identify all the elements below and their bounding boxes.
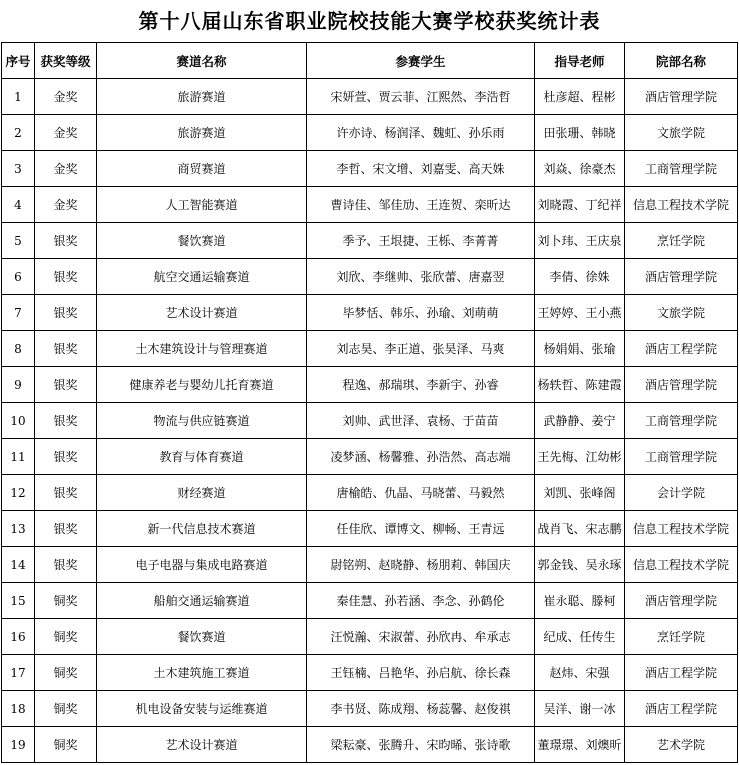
header-row [2,43,738,79]
cell-track-name: 旅游赛道 [97,115,307,151]
cell-track-name: 餐饮赛道 [97,619,307,655]
cell-department: 烹饪学院 [625,619,738,655]
cell-teachers: 杨轶哲、陈建霞 [535,367,625,403]
cell-award-level: 银奖 [35,511,97,547]
cell-students: 刘志昊、李正道、张昊泽、马爽 [307,331,535,367]
cell-department: 酒店工程学院 [625,655,738,691]
cell-department: 信息工程技术学院 [625,547,738,583]
cell-teachers: 杜彦超、程彬 [535,79,625,115]
cell-award-level: 银奖 [35,403,97,439]
cell-track-name: 船舶交通运输赛道 [97,583,307,619]
cell-no: 16 [2,619,35,655]
cell-no: 13 [2,511,35,547]
cell-award-level: 金奖 [35,187,97,223]
cell-award-level: 银奖 [35,259,97,295]
cell-students: 程逸、郝瑞琪、李新宇、孙睿 [307,367,535,403]
cell-award-level: 银奖 [35,223,97,259]
table-row [2,583,738,619]
cell-track-name: 人工智能赛道 [97,187,307,223]
cell-teachers: 崔永聪、滕柯 [535,583,625,619]
cell-students: 许亦诗、杨润泽、魏虹、孙乐雨 [307,115,535,151]
table-row [2,259,738,295]
header-teachers: 指导老师 [535,43,625,79]
cell-department: 酒店管理学院 [625,259,738,295]
cell-track-name: 财经赛道 [97,475,307,511]
table-row [2,79,738,115]
cell-no: 4 [2,187,35,223]
cell-track-name: 健康养老与婴幼儿托育赛道 [97,367,307,403]
cell-students: 季予、王垠捷、王栎、李菁菁 [307,223,535,259]
cell-department: 文旅学院 [625,295,738,331]
cell-track-name: 商贸赛道 [97,151,307,187]
cell-teachers: 刘卜玮、王庆泉 [535,223,625,259]
cell-award-level: 铜奖 [35,727,97,763]
cell-no: 9 [2,367,35,403]
cell-department: 酒店工程学院 [625,691,738,727]
cell-students: 李哲、宋文增、刘嘉雯、高天姝 [307,151,535,187]
cell-no: 14 [2,547,35,583]
cell-no: 19 [2,727,35,763]
cell-students: 凌梦涵、杨馨雅、孙浩然、高志端 [307,439,535,475]
table-row [2,655,738,691]
awards-table [1,42,738,763]
table-body [2,79,738,763]
cell-students: 尉铭朔、赵晓静、杨朋莉、韩国庆 [307,547,535,583]
cell-students: 唐榆皓、仇晶、马晓蕾、马毅然 [307,475,535,511]
cell-department: 工商管理学院 [625,151,738,187]
cell-track-name: 电子电器与集成电路赛道 [97,547,307,583]
cell-students: 汪悦瀚、宋淑蕾、孙欣冉、牟承志 [307,619,535,655]
cell-track-name: 新一代信息技术赛道 [97,511,307,547]
cell-teachers: 王婷婷、王小燕 [535,295,625,331]
cell-award-level: 铜奖 [35,691,97,727]
cell-no: 7 [2,295,35,331]
cell-track-name: 艺术设计赛道 [97,295,307,331]
cell-track-name: 航空交通运输赛道 [97,259,307,295]
cell-no: 6 [2,259,35,295]
cell-department: 艺术学院 [625,727,738,763]
cell-no: 11 [2,439,35,475]
cell-students: 李书贤、陈成翔、杨蕊馨、赵俊祺 [307,691,535,727]
cell-teachers: 王先梅、江幼彬 [535,439,625,475]
cell-award-level: 金奖 [35,115,97,151]
cell-department: 酒店管理学院 [625,367,738,403]
cell-teachers: 武静静、姜宁 [535,403,625,439]
cell-no: 3 [2,151,35,187]
cell-teachers: 田张珊、韩晓 [535,115,625,151]
cell-award-level: 银奖 [35,331,97,367]
cell-department: 酒店工程学院 [625,331,738,367]
cell-teachers: 赵炜、宋强 [535,655,625,691]
header-no: 序号 [2,43,35,79]
cell-no: 18 [2,691,35,727]
cell-teachers: 李倩、徐姝 [535,259,625,295]
cell-award-level: 银奖 [35,475,97,511]
header-students: 参赛学生 [307,43,535,79]
header-dept: 院部名称 [625,43,738,79]
cell-award-level: 铜奖 [35,619,97,655]
cell-students: 曹诗佳、邹佳劢、王连贺、栾昕达 [307,187,535,223]
cell-track-name: 物流与供应链赛道 [97,403,307,439]
table-row [2,115,738,151]
cell-no: 1 [2,79,35,115]
cell-award-level: 金奖 [35,79,97,115]
cell-department: 酒店管理学院 [625,583,738,619]
page-title: 第十八届山东省职业院校技能大赛学校获奖统计表 [138,9,601,33]
cell-teachers: 刘焱、徐豪杰 [535,151,625,187]
table-row [2,295,738,331]
table-row [2,691,738,727]
cell-students: 刘帅、武世泽、袁杨、于苗苗 [307,403,535,439]
cell-department: 工商管理学院 [625,439,738,475]
cell-no: 12 [2,475,35,511]
table-row [2,511,738,547]
cell-no: 10 [2,403,35,439]
table-row [2,439,738,475]
cell-award-level: 铜奖 [35,583,97,619]
cell-teachers: 吴洋、谢一冰 [535,691,625,727]
cell-department: 酒店管理学院 [625,79,738,115]
table-row [2,223,738,259]
cell-track-name: 餐饮赛道 [97,223,307,259]
table-row [2,187,738,223]
cell-award-level: 银奖 [35,439,97,475]
cell-students: 秦佳慧、孙若涵、李念、孙鹤伦 [307,583,535,619]
cell-track-name: 土木建筑设计与管理赛道 [97,331,307,367]
cell-track-name: 教育与体育赛道 [97,439,307,475]
table-header [2,43,738,79]
cell-track-name: 土木建筑施工赛道 [97,655,307,691]
cell-department: 信息工程技术学院 [625,187,738,223]
cell-track-name: 艺术设计赛道 [97,727,307,763]
cell-track-name: 机电设备安装与运维赛道 [97,691,307,727]
table-row [2,475,738,511]
cell-students: 任佳欣、谭博文、柳畅、王青远 [307,511,535,547]
cell-teachers: 郭金钱、吴永琢 [535,547,625,583]
table-row [2,403,738,439]
cell-track-name: 旅游赛道 [97,79,307,115]
cell-teachers: 战肖飞、宋志鹏 [535,511,625,547]
header-track: 赛道名称 [97,43,307,79]
cell-teachers: 杨娟娟、张瑜 [535,331,625,367]
cell-teachers: 纪成、任传生 [535,619,625,655]
cell-students: 梁耘豪、张腾升、宋昀晞、张诗歌 [307,727,535,763]
cell-department: 信息工程技术学院 [625,511,738,547]
cell-no: 17 [2,655,35,691]
cell-department: 文旅学院 [625,115,738,151]
cell-no: 8 [2,331,35,367]
table-row [2,547,738,583]
table-row [2,151,738,187]
cell-teachers: 董璟璟、刘燠昕 [535,727,625,763]
cell-award-level: 银奖 [35,367,97,403]
cell-no: 5 [2,223,35,259]
cell-award-level: 银奖 [35,547,97,583]
cell-award-level: 铜奖 [35,655,97,691]
cell-no: 2 [2,115,35,151]
cell-students: 刘欣、李继帅、张欣蕾、唐嘉翌 [307,259,535,295]
cell-department: 会计学院 [625,475,738,511]
cell-students: 宋妍萱、贾云菲、江熙然、李浩哲 [307,79,535,115]
header-level: 获奖等级 [35,43,97,79]
cell-award-level: 银奖 [35,295,97,331]
cell-teachers: 刘凯、张峰阁 [535,475,625,511]
table-row [2,331,738,367]
cell-department: 烹饪学院 [625,223,738,259]
table-row [2,727,738,763]
cell-students: 毕梦恬、韩乐、孙瑜、刘萌萌 [307,295,535,331]
cell-teachers: 刘晓霞、丁纪祥 [535,187,625,223]
table-row [2,619,738,655]
cell-award-level: 金奖 [35,151,97,187]
cell-no: 15 [2,583,35,619]
cell-students: 王钰楠、吕艳华、孙启航、徐长森 [307,655,535,691]
table-row [2,367,738,403]
cell-department: 工商管理学院 [625,403,738,439]
